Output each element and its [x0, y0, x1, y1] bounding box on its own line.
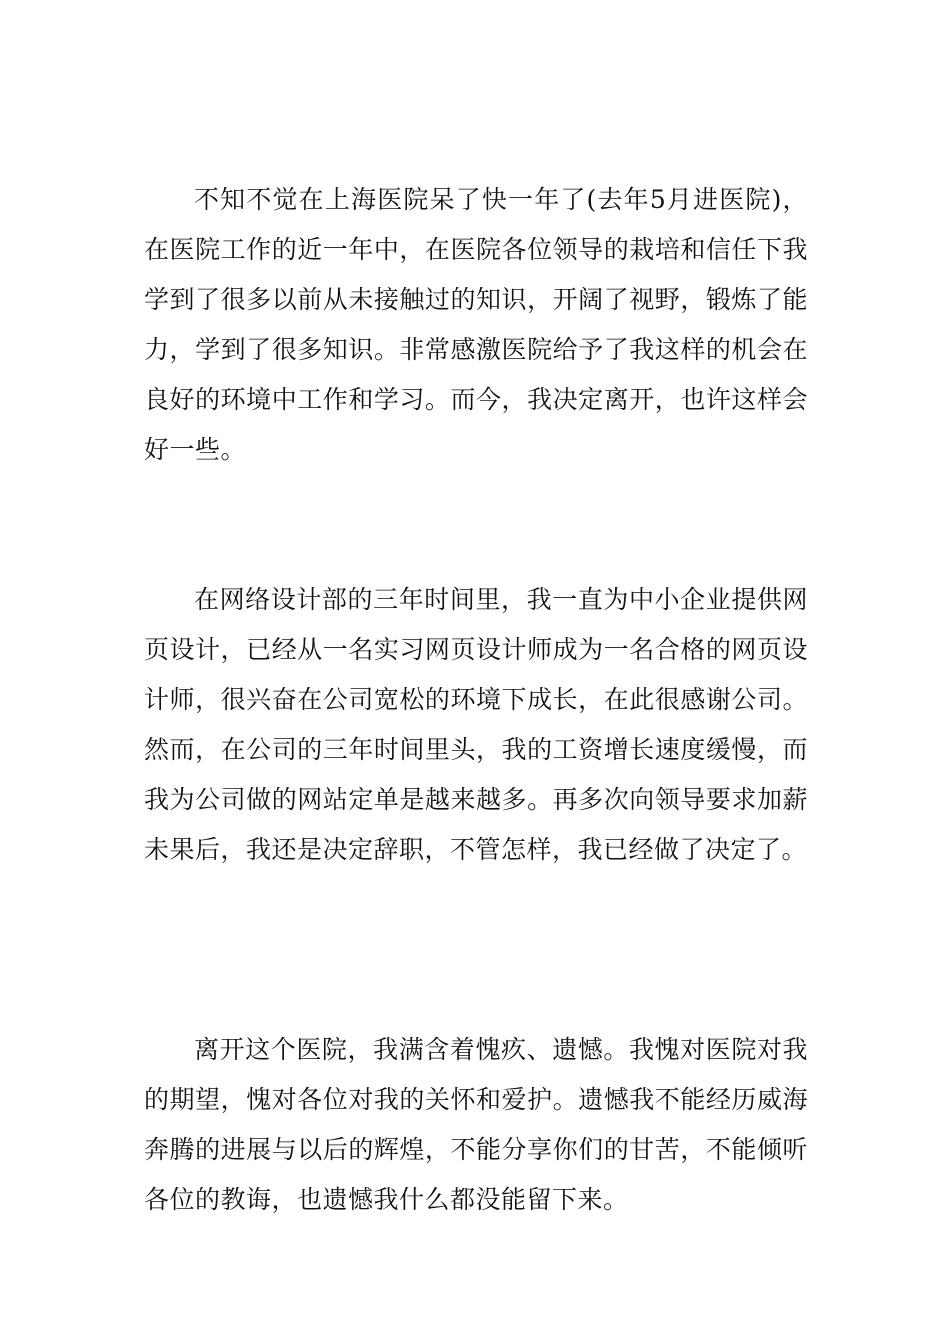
paragraph-1: 不知不觉在上海医院呆了快一年了(去年5月进医院)，在医院工作的近一年中，在医院各位领导的栽培和信任下我学到了很多以前从未接触过的知识，开阔了视野，锻炼了能力，学到了很多知识。非常感激医院给予了我这样的机会在良好的环境中工作和学习。而今，我决定离开，也许这样会好一些。	[144, 185, 808, 464]
paragraph-3: 离开这个医院，我满含着愧疚、遗憾。我愧对医院对我的期望，愧对各位对我的关怀和爱护。遗憾我不能经历威海奔腾的进展与以后的辉煌，不能分享你们的甘苦，不能倾听各位的教诲，也遗憾我什么都没能留下来。	[144, 1035, 808, 1214]
paragraph-2: 在网络设计部的三年时间里，我一直为中小企业提供网页设计，已经从一名实习网页设计师成为一名合格的网页设计师，很兴奋在公司宽松的环境下成长，在此很感谢公司。然而，在公司的三年时间里头，我的工资增长速度缓慢，而我为公司做的网站定单是越来越多。再多次向领导要求加薪未果后，我还是决定辞职，不管怎样，我已经做了决定了。	[144, 585, 808, 864]
